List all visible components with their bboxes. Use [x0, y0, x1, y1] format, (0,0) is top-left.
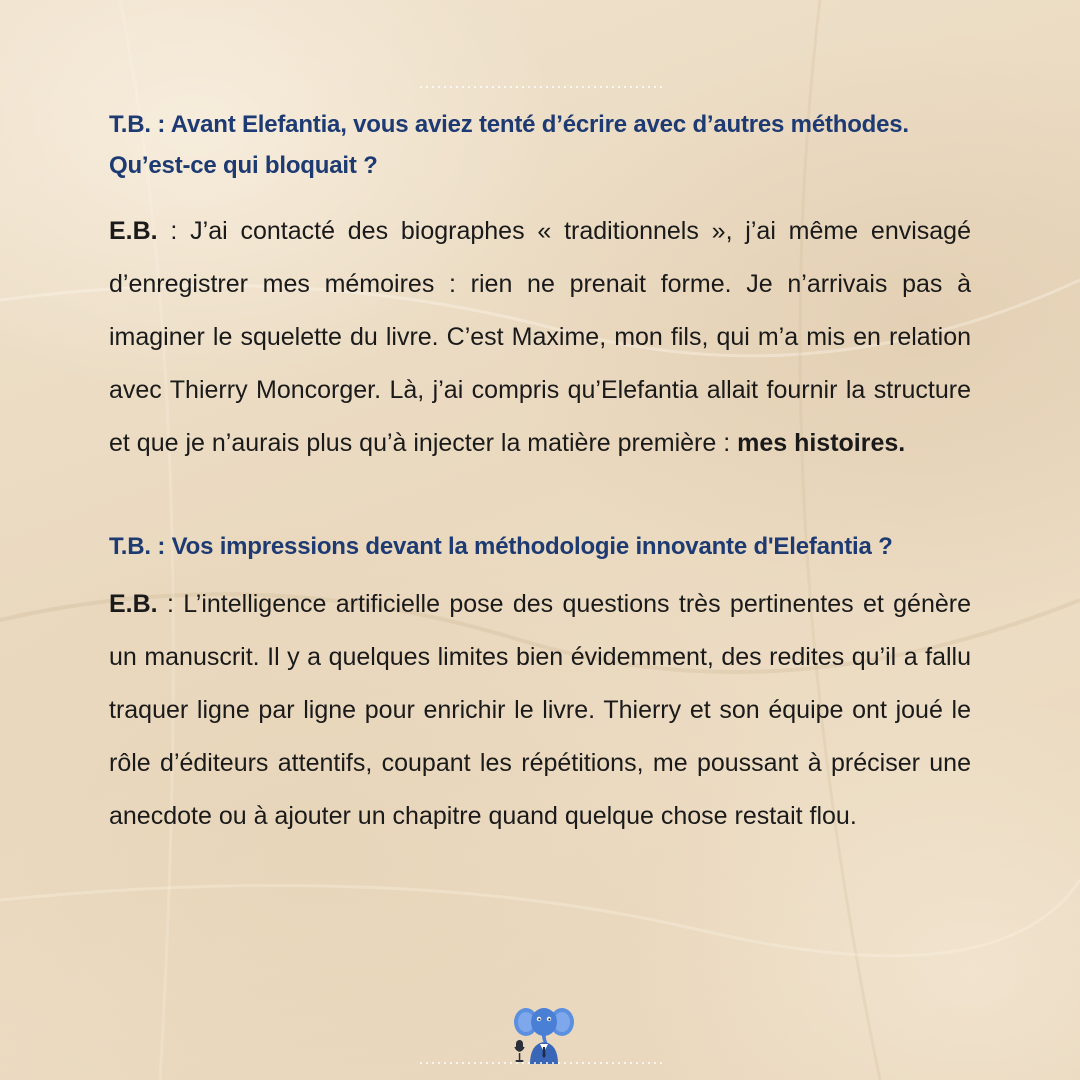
elephant-microphone-logo-icon: [512, 1000, 576, 1064]
answer-1-text: : J’ai contacté des biographes « traditionnels », j’ai même envisagé d’enregistrer mes mémoires : rien ne prenait forme. Je n’arrivais pas à imaginer le squelette du livre. C’est Maxime, mon fils, qui m’a mis en relation avec Thierry Moncorger. Là, j’ai compris qu’Elefantia allait fournir la structure et que je n’aurais plus qu’à injecter la matière première :: [109, 217, 971, 457]
interview-content: [109, 104, 971, 843]
answer-2-speaker: E.B.: [109, 590, 158, 618]
top-dotted-divider: [418, 86, 662, 88]
answer-2-text: : L’intelligence artificielle pose des questions très pertinentes et génère un manuscrit. Il y a quelques limites bien évidemment, des redites qu’il a fallu traquer ligne par ligne pour enrichir le livre. Thierry et son équipe ont joué le rôle d’éditeurs attentifs, coupant les répétitions, me poussant à préciser une anecdote ou à ajouter un chapitre quand quelque chose restait flou.: [109, 590, 971, 830]
bottom-dotted-divider: [418, 1062, 662, 1064]
question-1: T.B. : Avant Elefantia, vous aviez tenté d’écrire avec d’autres méthodes. Qu’est-ce qui bloquait ?: [109, 111, 909, 179]
answer-1-emphasis: mes histoires.: [737, 429, 906, 457]
answer-1: [109, 205, 971, 470]
answer-1-speaker: E.B.: [109, 217, 158, 245]
question-2: T.B. : Vos impressions devant la méthodologie innovante d'Elefantia ?: [109, 533, 893, 560]
answer-2: [109, 578, 971, 843]
